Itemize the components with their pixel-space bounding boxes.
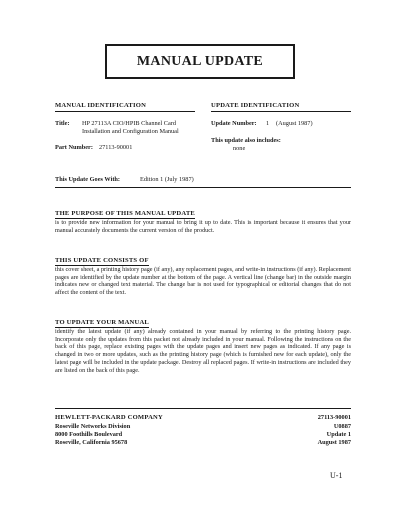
footer-city: Roseville, California 95678 (55, 439, 128, 446)
footer-division: Roseville Networks Division (55, 423, 131, 430)
page-number: U-1 (330, 471, 343, 480)
update-number-value: 1 (266, 120, 270, 127)
title-label: Title: (55, 120, 70, 127)
manual-identification-heading: MANUAL IDENTIFICATION (55, 102, 147, 109)
also-includes-value: none (233, 145, 246, 152)
update-identification-heading: UPDATE IDENTIFICATION (211, 102, 300, 109)
to-update-heading: TO UPDATE YOUR MANUAL (55, 319, 150, 326)
goes-with-label: This Update Goes With: (55, 176, 121, 183)
footer-code: U0887 (333, 423, 351, 430)
part-number-value: 27113-90001 (99, 144, 133, 151)
title-value-line1: HP 27113A CIO/HPIB Channel Card (82, 120, 176, 127)
goes-with-rule (55, 187, 351, 188)
to-update-body: identify the latest update (if any) already contained in your manual by referring to the printing history page. Incorporate only the updates from this packet not already included in your manual. Following the instructions on the back of this page, replace existing pages with the update pages and insert new pages as indicated. If any page is changed in two or more updates, such as the printing history page (which is furnished new for each update), only the latest page will be included in the update package. Destroy all replaced pages. If write-in instructions are included they are listed on the back of this page. (55, 328, 351, 374)
footer-rule (55, 408, 351, 409)
part-number-label: Part Number: (55, 144, 93, 151)
update-number-date: (August 1987) (276, 120, 313, 127)
footer-date: August 1987 (317, 439, 351, 446)
purpose-body: is to provide new information for your manual to bring it up to date. This is important because it ensures that your manual accurately documents the current version of the product. (55, 219, 351, 234)
consists-body: this cover sheet, a printing history page (if any), any replacement pages, and write-in instructions (if any). Replacement pages are identified by the update number at the bottom of the page. A vertical line (change bar) in the outside margin indicates new or changed text material. The change bar is not used for typographical or editorial changes that do not affect the content of the text. (55, 266, 351, 297)
footer-street: 8000 Foothills Boulevard (55, 431, 123, 438)
purpose-heading: THE PURPOSE OF THIS MANUAL UPDATE (55, 210, 196, 217)
also-includes-label: This update also includes: (211, 137, 281, 144)
update-identification-rule (211, 111, 351, 112)
footer-update: Update 1 (326, 431, 351, 438)
update-number-label: Update Number: (211, 120, 257, 127)
footer-company: HEWLETT-PACKARD COMPANY (55, 414, 163, 421)
footer-part-number: 27113-90001 (317, 414, 351, 421)
consists-heading: THIS UPDATE CONSISTS OF (55, 257, 149, 264)
manual-identification-rule (55, 111, 195, 112)
title-value-line2: Installation and Configuration Manual (82, 128, 179, 135)
goes-with-value: Edition 1 (July 1987) (140, 176, 194, 183)
page-title: MANUAL UPDATE (105, 44, 295, 79)
